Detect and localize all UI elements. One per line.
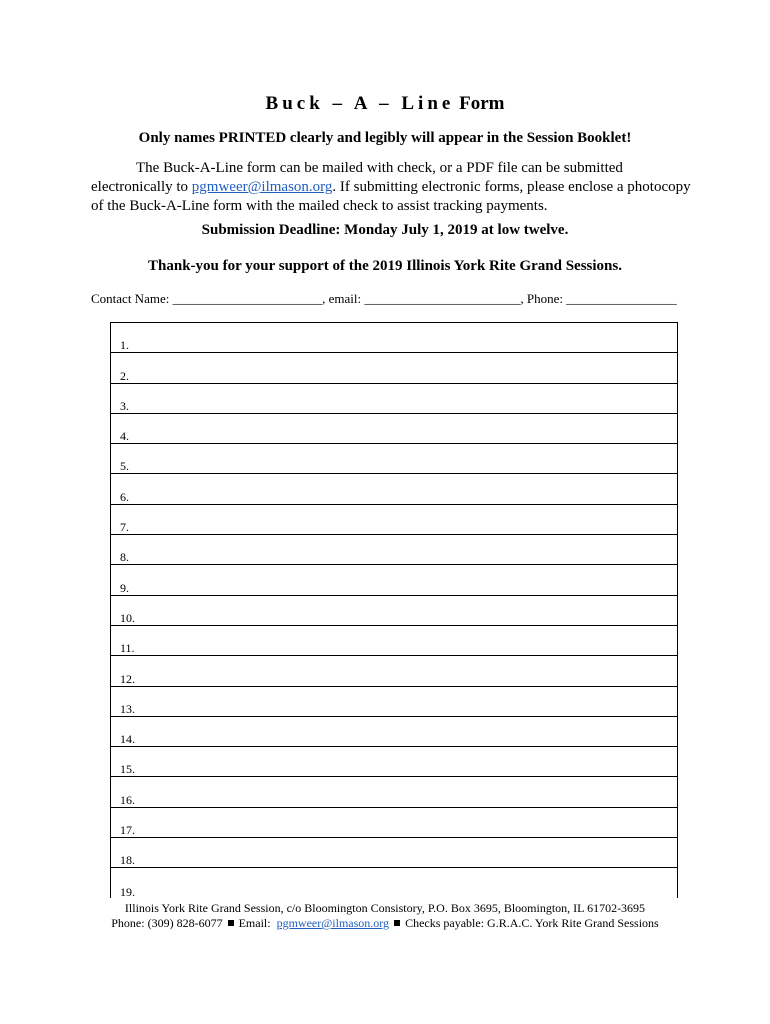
line-number: 13. xyxy=(120,701,135,716)
footer-phone: Phone: (309) 828-6077 xyxy=(111,916,223,930)
line-number: 6. xyxy=(120,489,129,504)
footer-address: Illinois York Rite Grand Session, c/o Bloomington Consistory, P.O. Box 3695, Bloomington, IL 61702-3695 xyxy=(124,901,646,915)
form-title-spaced: Buck – A – Line xyxy=(265,93,455,114)
line-number: 12. xyxy=(120,671,135,686)
line-number: 5. xyxy=(120,459,129,474)
names-list xyxy=(110,322,678,898)
square-bullet-icon xyxy=(394,920,400,926)
square-bullet-icon xyxy=(228,920,234,926)
name-line[interactable] xyxy=(111,868,678,898)
contact-line xyxy=(91,291,677,307)
name-line[interactable] xyxy=(111,596,678,626)
name-line[interactable] xyxy=(111,717,678,747)
name-line[interactable] xyxy=(111,747,678,777)
line-number: 4. xyxy=(120,429,129,444)
name-line[interactable] xyxy=(111,384,678,414)
name-line[interactable] xyxy=(111,778,678,808)
intro-email-link[interactable]: pgmweer@ilmason.org xyxy=(191,179,333,195)
name-line[interactable] xyxy=(111,505,678,535)
name-line[interactable] xyxy=(111,565,678,595)
line-number: 2. xyxy=(120,368,129,383)
line-number: 17. xyxy=(120,823,135,838)
line-number: 1. xyxy=(120,338,129,353)
line-number: 15. xyxy=(120,762,135,777)
name-line[interactable] xyxy=(111,475,678,505)
line-number: 14. xyxy=(120,732,135,747)
line-number: 7. xyxy=(120,520,129,535)
line-number: 18. xyxy=(120,853,135,868)
footer-email-link[interactable]: pgmweer@ilmason.org xyxy=(276,916,390,930)
name-line[interactable] xyxy=(111,838,678,868)
line-number: 3. xyxy=(120,398,129,413)
footer-checks-payable: Checks payable: G.R.A.C. York Rite Grand Sessions xyxy=(405,916,659,930)
intro-text-part2: . If submitting electronic forms, please enclose a photocopy of the Buck-A-Line form with the mailed check to assist tracking payments. xyxy=(91,179,691,214)
line-number: 9. xyxy=(120,580,129,595)
submission-deadline: Submission Deadline: Monday July 1, 2019 at low twelve. xyxy=(201,222,569,238)
name-line[interactable] xyxy=(111,656,678,686)
intro-text-part1: The Buck-A-Line form can be mailed with check, or a PDF file can be submitted electronically to xyxy=(91,160,623,195)
footer-email-label: Email: xyxy=(238,916,271,930)
form-title xyxy=(0,93,770,115)
name-line[interactable] xyxy=(111,444,678,474)
name-line[interactable] xyxy=(111,687,678,717)
contact-email-field[interactable]: , email: ________________________ xyxy=(322,291,521,306)
name-line[interactable] xyxy=(111,626,678,656)
footer xyxy=(0,901,770,931)
subtitle: Only names PRINTED clearly and legibly will appear in the Session Booklet! xyxy=(138,130,632,146)
line-number: 16. xyxy=(120,792,135,807)
contact-phone-field[interactable]: , Phone: _________________ xyxy=(520,291,677,306)
name-line[interactable] xyxy=(111,353,678,383)
name-line[interactable] xyxy=(111,414,678,444)
line-number: 10. xyxy=(120,610,135,625)
footer-contact-line xyxy=(0,916,770,931)
line-number: 8. xyxy=(120,550,129,565)
line-number: 19. xyxy=(120,884,135,899)
name-line[interactable] xyxy=(111,808,678,838)
form-title-word: Form xyxy=(459,93,505,114)
name-line[interactable] xyxy=(111,535,678,565)
line-number: 11. xyxy=(120,641,135,656)
name-line[interactable] xyxy=(111,323,678,353)
intro-paragraph xyxy=(91,159,691,216)
thank-you-note: Thank-you for your support of the 2019 Illinois York Rite Grand Sessions. xyxy=(148,258,622,274)
contact-name-field[interactable]: Contact Name: _______________________ xyxy=(91,291,323,306)
